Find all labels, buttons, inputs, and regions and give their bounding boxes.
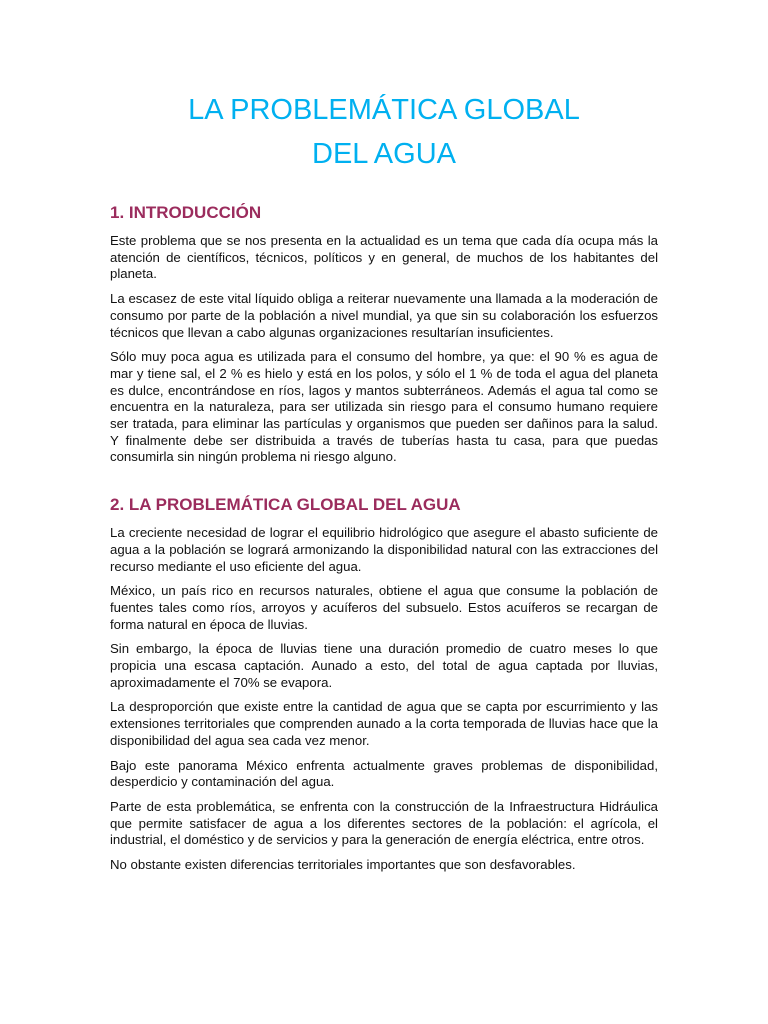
paragraph: Sólo muy poca agua es utilizada para el consumo del hombre, ya que: el 90 % es agua de mar y tiene sal, el 2 % es hielo y está en los polos, y sólo el 1 % de toda el agua del planeta es dulce, encontrándose en ríos, lagos y mantos subterráneos. Además el agua tal como se encuentra en la naturaleza, para ser utilizada sin riesgo para el consumo humano requiere ser tratada, para eliminar las partículas y organismos que pueden ser dañinos para la salud. Y finalmente debe ser distribuida a través de tuberías hasta tu casa, para que puedas consumirla sin ningún problema ni riesgo alguno. (110, 349, 658, 465)
paragraph: Parte de esta problemática, se enfrenta con la construcción de la Infraestructura Hidráulica que permite satisfacer de agua a los diferentes sectores de la población: el agrícola, el industrial, el doméstico y de servicios y para la generación de energía eléctrica, entre otros. (110, 798, 658, 848)
paragraph: Este problema que se nos presenta en la actualidad es un tema que cada día ocupa más la atención de científicos, técnicos, políticos y en general, de muchos de los habitantes del planeta. (110, 233, 658, 282)
title-line-1: LA PROBLEMÁTICA GLOBAL (188, 94, 580, 126)
paragraph: Bajo este panorama México enfrenta actualmente graves problemas de disponibilidad, desperdicio y contaminación del agua. (110, 757, 658, 790)
section-heading: 2. LA PROBLEMÁTICA GLOBAL DEL AGUA (110, 495, 461, 515)
section-heading: 1. INTRODUCCIÓN (110, 203, 262, 222)
paragraph: La creciente necesidad de lograr el equilibrio hidrológico que asegure el abasto suficiente de agua a la población se logrará armonizando la disponibilidad natural con las extracciones del recurso mediante el uso eficiente del agua. (110, 525, 658, 574)
section-problematica-global (110, 494, 658, 874)
section-introduccion (110, 202, 658, 466)
paragraph: México, un país rico en recursos naturales, obtiene el agua que consume la población de fuentes tales como ríos, arroyos y acuíferos del subsuelo. Estos acuíferos se recargan de forma natural en época de lluvias. (110, 583, 658, 632)
document-page (110, 88, 658, 882)
paragraph: No obstante existen diferencias territoriales importantes que son desfavorables. (110, 857, 576, 873)
paragraph: Sin embargo, la época de lluvias tiene una duración promedio de cuatro meses lo que propicia una escasa captación. Aunado a esto, del total de agua captada por lluvias, aproximadamente el 70% se evapora. (110, 641, 658, 690)
document-title (110, 88, 658, 176)
title-line-2: DEL AGUA (312, 138, 456, 170)
paragraph: La desproporción que existe entre la cantidad de agua que se capta por escurrimiento y las extensiones territoriales que comprenden aunado a la corta temporada de lluvias hace que la disponibilidad del agua sea cada vez menor. (110, 699, 658, 748)
paragraph: La escasez de este vital líquido obliga a reiterar nuevamente una llamada a la moderación de consumo por parte de la población a nivel mundial, ya que sin su colaboración los esfuerzos técnicos que llevan a cabo algunas organizaciones resultarían insuficientes. (110, 291, 658, 340)
